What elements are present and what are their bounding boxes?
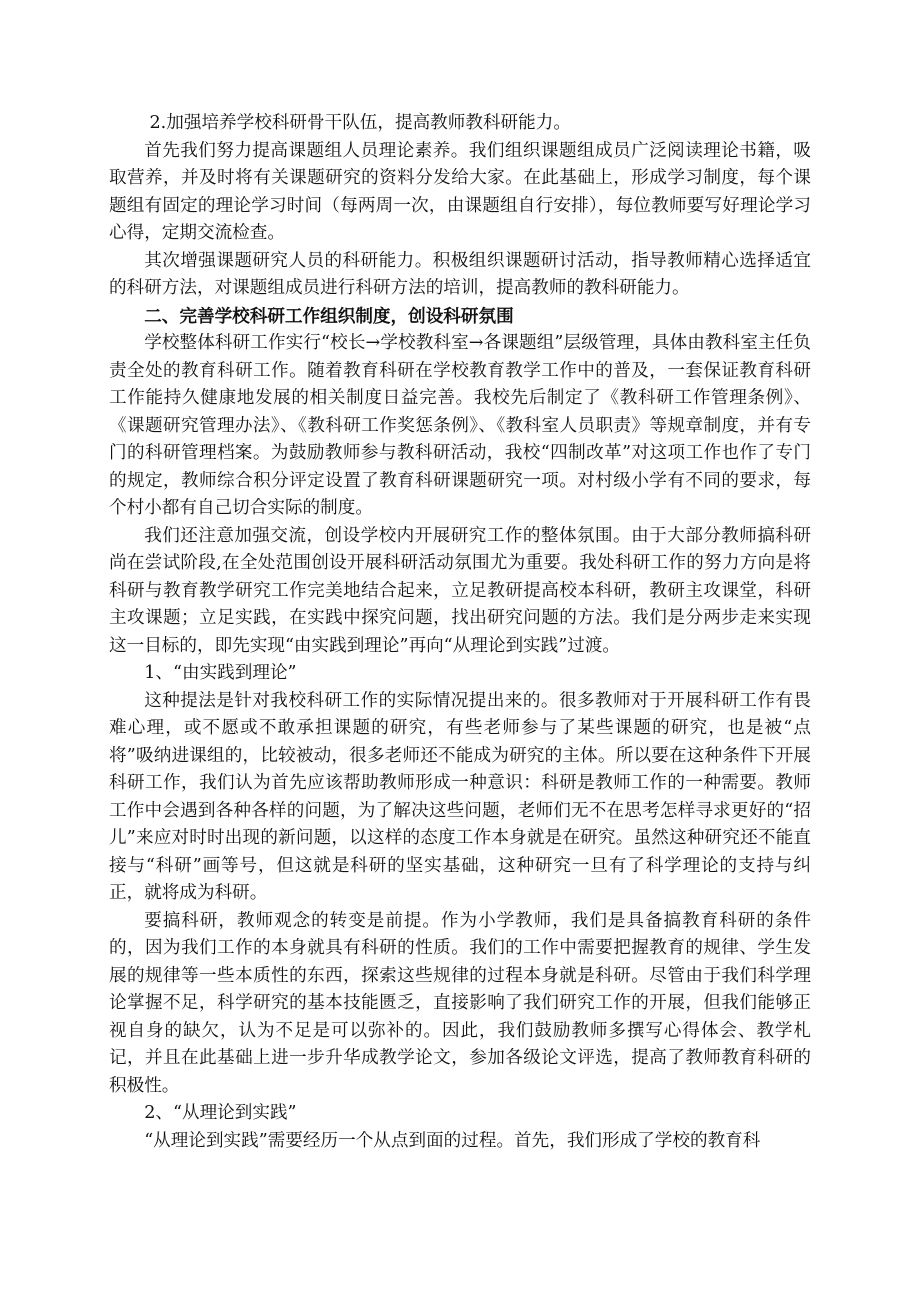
paragraph: 要搞科研，教师观念的转变是前提。作为小学教师，我们是具备搞教育科研的条件的，因为我们工作的本身就具有科研的性质。我们的工作中需要把握教育的规律、学生发展的规律等一些本质性的东西，探索这些规律的过程本身就是科研。尽管由于我们科学理论掌握不足，科学研究的基本技能匮乏，直接影响了我们研究工作的开展，但我们能够正视自身的缺欠，认为不足是可以弥补的。因此，我们鼓励教师多撰写心得体会、教学札记，并且在此基础上进一步升华成教学论文，参加各级论文评选，提高了教师教育科研的积极性。 <box>109 910 811 1096</box>
document-body <box>109 110 811 1155</box>
section-subheading: 2、“从理论到实践” <box>144 1103 297 1123</box>
paragraph: 这种提法是针对我校科研工作的实际情况提出来的。很多教师对于开展科研工作有畏难心理，或不愿或不敢承担课题的研究，有些老师参与了某些课题的研究，也是被“点将”吸纳进课组的，比较被动，很多老师还不能成为研究的主体。所以要在这种条件下开展科研工作，我们认为首先应该帮助教师形成一种意识：科研是教师工作的一种需要。教师工作中会遇到各种各样的问题，为了解决这些问题，老师们无不在思考怎样寻求更好的“招儿”来应对时时出现的新问题，以这样的态度工作本身就是在研究。虽然这种研究还不能直接与“科研”画等号，但这就是科研的坚实基础，这种研究一旦有了科学理论的支持与纠正，就将成为科研。 <box>109 690 811 903</box>
paragraph: “从理论到实践”需要经历一个从点到面的过程。首先，我们形成了学校的教育科 <box>144 1130 761 1151</box>
paragraph: 首先我们努力提高课题组人员理论素养。我们组织课题组成员广泛阅读理论书籍，吸取营养，并及时将有关课题研究的资料分发给大家。在此基础上，形成学习制度，每个课题组有固定的理论学习时间（每两周一次，由课题组自行安排），每位教师要写好理论学习心得，定期交流检查。 <box>109 140 811 243</box>
section-heading: 二、完善学校科研工作组织制度，创设科研氛围 <box>144 305 514 327</box>
paragraph: 其次增强课题研究人员的科研能力。积极组织课题研讨活动，指导教师精心选择适宜的科研方法，对课题组成员进行科研方法的培训，提高教师的教科研能力。 <box>109 250 811 298</box>
section-subheading: 2.加强培养学校科研骨干队伍，提高教师教科研能力。 <box>149 113 571 133</box>
paragraph: 我们还注意加强交流，创设学校内开展研究工作的整体氛围。由于大部分教师搞科研尚在尝试阶段,在全处范围创设开展科研活动氛围尤为重要。我处科研工作的努力方向是将科研与教育教学研究工作完美地结合起来，立足教研提高校本科研，教研主攻课堂，科研主攻课题；立足实践，在实践中探究问题，找出研究问题的方法。我们是分两步走来实现这一目标的，即先实现“由实践到理论”再向“从理论到实践”过渡。 <box>109 525 811 656</box>
section-subheading: 1、“由实践到理论” <box>144 663 297 683</box>
paragraph: 学校整体科研工作实行“校长→学校教科室→各课题组”层级管理，具体由教科室主任负责全处的教育科研工作。随着教育科研在学校教育教学工作中的普及，一套保证教育科研工作能持久健康地发展的相关制度日益完善。我校先后制定了《教科研工作管理条例》、《课题研究管理办法》、《教科研工作奖惩条例》、《教科室人员职责》等规章制度，并有专门的科研管理档案。为鼓励教师参与教科研活动，我校“四制改革”对这项工作也作了专门的规定，教师综合积分评定设置了教育科研课题研究一项。对村级小学有不同的要求，每个村小都有自己切合实际的制度。 <box>109 333 811 518</box>
